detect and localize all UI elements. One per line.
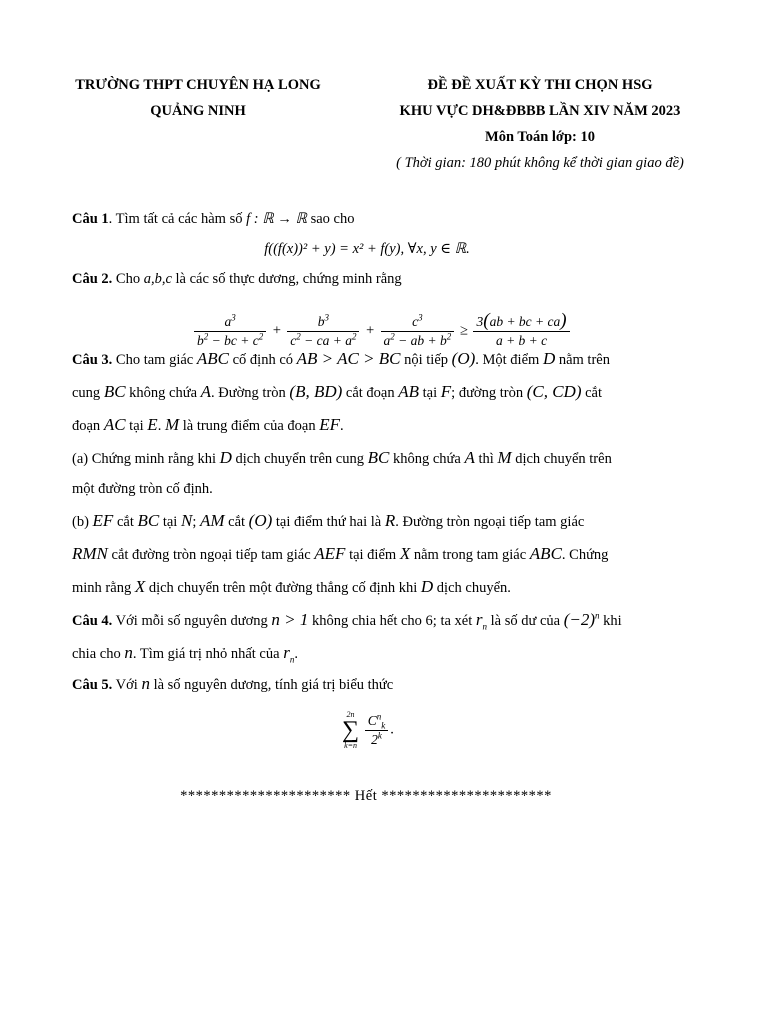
q3-text: . xyxy=(157,418,165,434)
q4-power xyxy=(564,610,600,629)
q3-text: . Đường tròn xyxy=(211,385,290,401)
exam-subject: Môn Toán lớp: 10 xyxy=(485,129,595,145)
q2-label: Câu 2. xyxy=(72,271,113,287)
q2-text-b: là các số thực dương, chứng minh rằng xyxy=(171,271,402,287)
q3-part-b-line3 xyxy=(72,570,662,603)
q3-text: nội tiếp xyxy=(400,352,452,368)
q5-math: n xyxy=(141,674,150,693)
q3a-text: (a) Chứng minh rằng khi xyxy=(72,451,220,467)
q3-text: không chứa xyxy=(125,385,201,401)
q3b-text: ; xyxy=(192,514,200,530)
q3-math: EF xyxy=(319,415,341,434)
q3b-math: R xyxy=(384,511,396,530)
exam-header xyxy=(360,72,720,176)
q3b-text: tại xyxy=(159,514,181,530)
q3-math: F xyxy=(440,382,452,401)
q3b-text: (b) xyxy=(72,514,93,530)
sigma-lower: k=n xyxy=(344,741,358,750)
q4-text: khi xyxy=(599,613,622,629)
q3-line2 xyxy=(72,375,662,408)
q5-sum xyxy=(342,710,394,750)
q4-rn2 xyxy=(283,643,295,665)
q3b-text: dịch chuyển trên một đường thẳng cố định khi xyxy=(145,580,421,596)
q2-frac-3: $\frac{c^3}{a^2 - ab + b^2}$ xyxy=(381,313,455,350)
q3a-text: dịch chuyển trên xyxy=(511,451,612,467)
q4-label: Câu 4. xyxy=(72,613,113,629)
exam-title: ĐỀ ĐỀ XUẤT KỲ THI CHỌN HSG xyxy=(427,77,653,93)
q3-text: ; đường tròn xyxy=(451,385,527,401)
q3a-text: không chứa xyxy=(389,451,465,467)
q5-c: C xyxy=(367,712,377,728)
q3-math: D xyxy=(542,349,556,368)
q5-c-sup: n xyxy=(376,711,382,721)
q4-math: n xyxy=(124,643,133,662)
q3a-math: D xyxy=(219,448,232,467)
q3b-text: cắt xyxy=(224,514,249,530)
q4-text: . Tìm giá trị nhỏ nhất của xyxy=(132,646,284,662)
q4-text: Với mỗi số nguyên dương xyxy=(112,613,272,629)
exam-region: KHU VỰC DH&ĐBBB LẦN XIV NĂM 2023 xyxy=(399,103,681,119)
q2-frac-rhs: $\frac{3(ab + bc + ca)}{a + b + c}$ xyxy=(473,312,569,350)
q3-math: A xyxy=(200,382,212,401)
q4-text: chia cho xyxy=(72,646,125,662)
q2-frac-2: $\frac{b^3}{c^2 - ca + a^2}$ xyxy=(287,313,359,350)
q3-label: Câu 3. xyxy=(72,352,113,368)
school-header xyxy=(58,72,338,124)
province-name: QUẢNG NINH xyxy=(150,103,246,119)
q3b-text: minh rằng xyxy=(72,580,135,596)
q3b-text: . Đường tròn ngoại tiếp tam giác xyxy=(395,514,585,530)
q3b-math: AEF xyxy=(314,544,346,563)
q3b-text: . Chứng xyxy=(561,547,609,563)
q5-two: 2 xyxy=(371,731,378,747)
q5-text: là số nguyên dương, tính giá trị biểu thức xyxy=(149,677,394,693)
q1-line xyxy=(72,204,662,234)
q3a-text: thì xyxy=(474,451,498,467)
q2-geq: ≥ xyxy=(459,322,468,339)
q4-r: r xyxy=(283,643,290,662)
q2-vars: a,b,c xyxy=(143,271,172,287)
q3-part-b-line1 xyxy=(72,504,662,537)
q2-frac-1: $\frac{a^3}{b^2 - bc + c^2}$ xyxy=(194,313,266,350)
q3-part-a-line2: một đường tròn cố định. xyxy=(72,481,213,497)
q3-math: ABC xyxy=(196,349,229,368)
q3a-math: M xyxy=(497,448,512,467)
q4-r-sub: n xyxy=(482,621,487,632)
q3-math: M xyxy=(164,415,180,434)
q5-text: Với xyxy=(112,677,142,693)
q3-text: là trung điểm của đoạn xyxy=(179,418,320,434)
q3-text: cung xyxy=(72,385,104,401)
q3-math: (B, BD) xyxy=(289,382,343,401)
q4-math: n > 1 xyxy=(271,610,309,629)
q3-text: tại xyxy=(125,418,148,434)
q3b-text: tại điểm thứ hai là xyxy=(272,514,385,530)
q4-text: là số dư của xyxy=(487,613,564,629)
q5-period: . xyxy=(390,721,394,738)
q5-c-sub: k xyxy=(381,720,386,731)
q3-text: . Một điểm xyxy=(475,352,543,368)
q3-text: tại xyxy=(419,385,441,401)
q3a-text: dịch chuyển trên cung xyxy=(231,451,368,467)
q3b-text: cắt xyxy=(113,514,138,530)
q3b-math: AM xyxy=(199,511,225,530)
q4-base: (−2) xyxy=(563,610,596,629)
q3-line3 xyxy=(72,408,662,441)
q1-label: Câu 1 xyxy=(72,211,109,227)
q4-exp: n xyxy=(595,610,600,621)
q2-line xyxy=(72,264,662,294)
q3b-text: cắt đường tròn ngoại tiếp tam giác xyxy=(107,547,315,563)
q3b-math: X xyxy=(399,544,411,563)
q2-inequality: $\frac{a^3}{b^2 - bc + c^2}$ + $\frac{b^3}{c^2 - ca + a^2}$ + $\frac{c^3}{a^2 - ab + b^2}$ ≥ $\frac{3(ab + bc + ca)}{a + b + c}$ xyxy=(192,312,572,350)
q3b-math: (O) xyxy=(248,511,273,530)
q2-text-a: Cho xyxy=(112,271,144,287)
q4-line1 xyxy=(72,603,662,636)
q3-part-a-line1 xyxy=(72,441,662,474)
q4-rn xyxy=(475,610,487,632)
q3b-math: X xyxy=(134,577,146,596)
q3b-math: BC xyxy=(137,511,160,530)
school-name: TRƯỜNG THPT CHUYÊN HẠ LONG xyxy=(75,77,321,93)
q1-text-b: sao cho xyxy=(306,211,355,227)
q5-two-sup: k xyxy=(377,730,382,740)
q3-text: cắt xyxy=(581,385,603,401)
q3b-math: ABC xyxy=(529,544,562,563)
q3a-math: A xyxy=(464,448,475,467)
q3b-text: dịch chuyển. xyxy=(433,580,511,596)
q5-label: Câu 5. xyxy=(72,677,113,693)
q3-text: cố định có xyxy=(228,352,297,368)
q3b-math: N xyxy=(180,511,193,530)
q4-text: . xyxy=(294,646,298,662)
q3b-math: D xyxy=(420,577,434,596)
q4-text: không chia hết cho 6; ta xét xyxy=(308,613,476,629)
sigma-upper: 2n xyxy=(346,710,355,719)
q3-math: AB xyxy=(398,382,420,401)
q1-equation: f((f(x))² + y) = x² + f(y), ∀x, y ∈ ℝ. xyxy=(264,241,470,257)
q5-line1 xyxy=(72,669,662,699)
q3a-math: BC xyxy=(367,448,390,467)
q3-text: Cho tam giác xyxy=(112,352,197,368)
q4-r: r xyxy=(475,610,483,629)
exam-body xyxy=(72,204,662,750)
q3-math: AB > AC > BC xyxy=(296,349,401,368)
q1-text-a: . Tìm tất cả các hàm số xyxy=(108,211,247,227)
exam-time: ( Thời gian: 180 phút không kể thời gian giao đề) xyxy=(396,155,684,171)
sigma-symbol: 2n ∑ k=n xyxy=(342,710,360,750)
q3b-text: tại điểm xyxy=(345,547,400,563)
q3-text: đoạn xyxy=(72,418,104,434)
q3-text: cắt đoạn xyxy=(342,385,399,401)
end-marker: ********************** Hết ********************** xyxy=(180,788,552,804)
q5-frac xyxy=(365,712,389,749)
q3-math: (O) xyxy=(451,349,476,368)
q3-math: AC xyxy=(103,415,126,434)
q3b-math: RMN xyxy=(72,544,108,563)
q3-text: . xyxy=(340,418,344,434)
q4-line2 xyxy=(72,636,662,669)
q3-math: (C, CD) xyxy=(526,382,582,401)
q3-part-b-line2 xyxy=(72,537,662,570)
q3-text: nằm trên xyxy=(555,352,610,368)
q3-math: E xyxy=(147,415,158,434)
q3b-text: nằm trong tam giác xyxy=(410,547,530,563)
q3-math: BC xyxy=(103,382,126,401)
q1-func: f : ℝ → ℝ xyxy=(246,211,307,227)
q3b-math: EF xyxy=(92,511,114,530)
q4-r-sub: n xyxy=(289,654,295,665)
